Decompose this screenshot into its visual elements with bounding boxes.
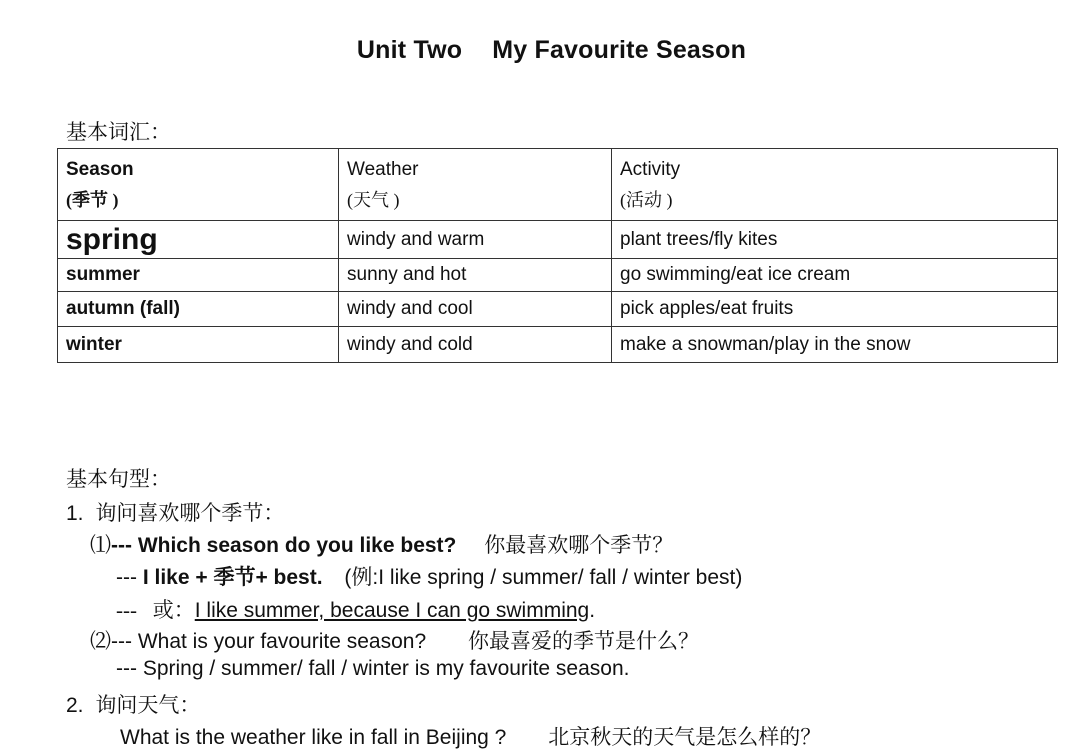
weather-cell: windy and warm [339, 221, 612, 259]
season-cell: winter [58, 327, 339, 363]
item-title: 询问喜欢哪个季节： [95, 501, 285, 525]
question-en: --- Which season do you like best? [111, 534, 457, 557]
answer-prefix: --- [116, 566, 143, 589]
header-weather-en: Weather [347, 158, 419, 180]
weather-cell: windy and cool [339, 292, 612, 327]
question-en: --- What is your favourite season? [111, 630, 427, 653]
header-activity [612, 149, 1058, 221]
weather-cell: windy and cold [339, 327, 612, 363]
activity-cell: pick apples/eat fruits [612, 292, 1058, 327]
vocab-heading: 基本词汇： [66, 120, 171, 144]
answer-example: (例:I like spring / summer/ fall / winter best) [344, 566, 743, 589]
or-underlined: I like summer, because I can go swimming [194, 599, 590, 622]
sub-question-2 [90, 625, 699, 655]
question-cn: 你最喜欢哪个季节？ [484, 533, 674, 557]
patterns-heading: 基本句型： [66, 467, 171, 491]
table-row [58, 292, 1058, 327]
table-row [58, 327, 1058, 363]
weather-cell: sunny and hot [339, 259, 612, 292]
sub-marker: ⑵ [90, 629, 111, 653]
sub-answer-2: --- Spring / summer/ fall / winter is my favourite season. [116, 657, 630, 680]
header-activity-cn: (活动 ) [620, 189, 673, 210]
season-cell: spring [58, 221, 339, 259]
item-number: 2. [66, 694, 84, 717]
vocabulary-table [57, 148, 1058, 363]
question-cn: 你最喜爱的季节是什么？ [467, 629, 699, 653]
header-season-cn: (季节 ) [66, 189, 119, 210]
weather-question [120, 721, 821, 751]
header-activity-en: Activity [620, 158, 681, 180]
table-header-row [58, 149, 1058, 221]
page-title [0, 36, 1080, 65]
activity-cell: make a snowman/play in the snow [612, 327, 1058, 363]
item-title: 询问天气： [95, 693, 201, 717]
header-season [58, 149, 339, 221]
header-weather-cn: (天气 ) [347, 189, 400, 210]
pattern-item-1-title [66, 497, 284, 527]
or-prefix: --- 或： [116, 598, 195, 622]
activity-cell: plant trees/fly kites [612, 221, 1058, 259]
question-en: What is the weather like in fall in Beijing ? [120, 726, 507, 749]
sub-marker: ⑴ [90, 533, 111, 557]
activity-cell: go swimming/eat ice cream [612, 259, 1058, 292]
answer-bold: I like + 季节+ best. [142, 566, 323, 589]
sub-question-1 [90, 529, 673, 559]
header-weather [339, 149, 612, 221]
answer-pattern [116, 561, 742, 591]
question-cn: 北京秋天的天气是怎么样的？ [548, 725, 822, 749]
season-cell: autumn (fall) [58, 292, 339, 327]
season-cell: summer [58, 259, 339, 292]
table-row [58, 221, 1058, 259]
header-season-en: Season [66, 158, 134, 180]
table-row [58, 259, 1058, 292]
item-number: 1. [66, 502, 84, 525]
unit-name: My Favourite Season [492, 36, 747, 64]
unit-label: Unit Two [356, 36, 463, 64]
alternate-answer [116, 594, 595, 624]
or-suffix: . [589, 599, 596, 622]
pattern-item-2-title [66, 689, 200, 719]
